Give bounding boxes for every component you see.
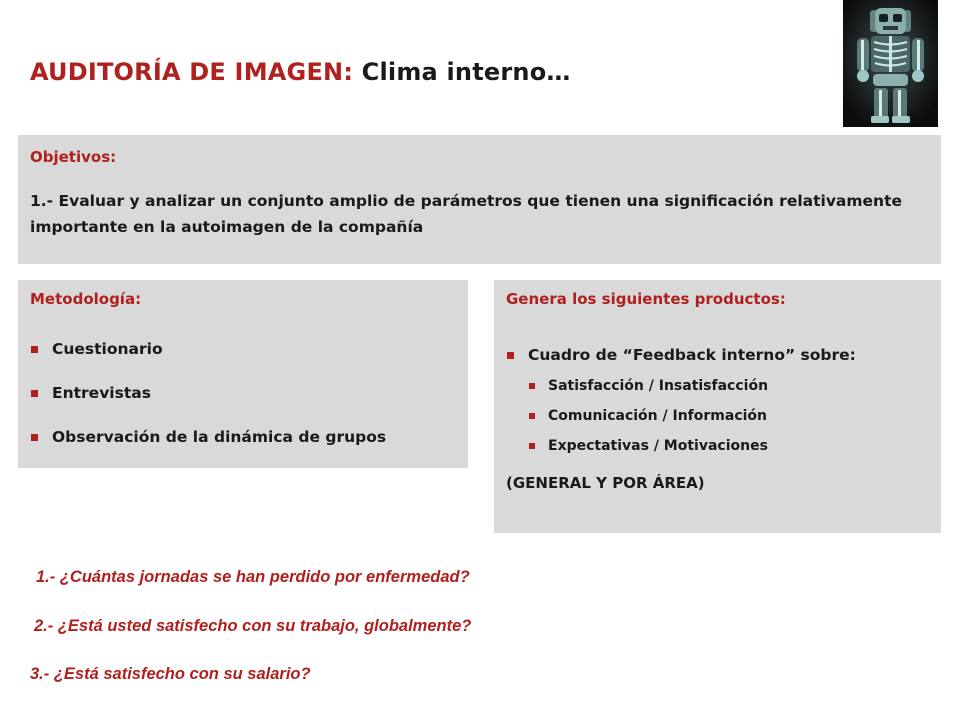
products-main-item [506, 346, 929, 364]
products-sub-list [506, 376, 929, 456]
list-item-label: Expectativas / Motivaciones [548, 438, 768, 454]
square-bullet-icon [529, 413, 535, 419]
list-item-label: Entrevistas [52, 384, 151, 402]
list-item [30, 340, 470, 359]
list-item [528, 376, 929, 396]
question-1: 1.- ¿Cuántas jornadas se han perdido por enfermedad? [36, 568, 470, 586]
list-item [30, 384, 470, 403]
square-bullet-icon [529, 383, 535, 389]
xray-figure-illustration [843, 0, 938, 127]
list-item-label: Cuestionario [52, 340, 163, 358]
products-box [494, 280, 941, 533]
list-item-label: Observación de la dinámica de grupos [52, 428, 387, 446]
square-bullet-icon [31, 390, 38, 397]
list-item [528, 436, 929, 456]
methodology-label: Metodología: [30, 290, 142, 308]
list-item [528, 406, 929, 426]
objectives-box [18, 135, 941, 264]
title-rest: Clima interno… [353, 58, 571, 86]
square-bullet-icon [507, 352, 514, 359]
question-2: 2.- ¿Está usted satisfecho con su trabajo, globalmente? [34, 617, 472, 635]
square-bullet-icon [529, 443, 535, 449]
list-item [30, 428, 470, 447]
products-footer: (GENERAL Y POR ÁREA) [506, 474, 705, 492]
list-item-label: Satisfacción / Insatisfacción [548, 378, 769, 394]
methodology-list [30, 340, 470, 447]
square-bullet-icon [31, 346, 38, 353]
square-bullet-icon [31, 434, 38, 441]
products-main-item-label: Cuadro de “Feedback interno” sobre: [528, 346, 856, 364]
title-highlight: AUDITORÍA DE IMAGEN: [30, 58, 354, 86]
methodology-box [18, 280, 468, 468]
slide-title [30, 58, 571, 86]
objectives-label: Objetivos: [30, 148, 117, 166]
xray-skeleton-image [843, 0, 938, 127]
question-3: 3.- ¿Está satisfecho con su salario? [30, 665, 311, 683]
list-item-label: Comunicación / Información [548, 408, 768, 424]
objectives-text: 1.- Evaluar y analizar un conjunto amplio de parámetros que tienen una significación relativamente importante en la autoimagen de la compañía [30, 192, 903, 236]
products-label: Genera los siguientes productos: [506, 290, 786, 308]
